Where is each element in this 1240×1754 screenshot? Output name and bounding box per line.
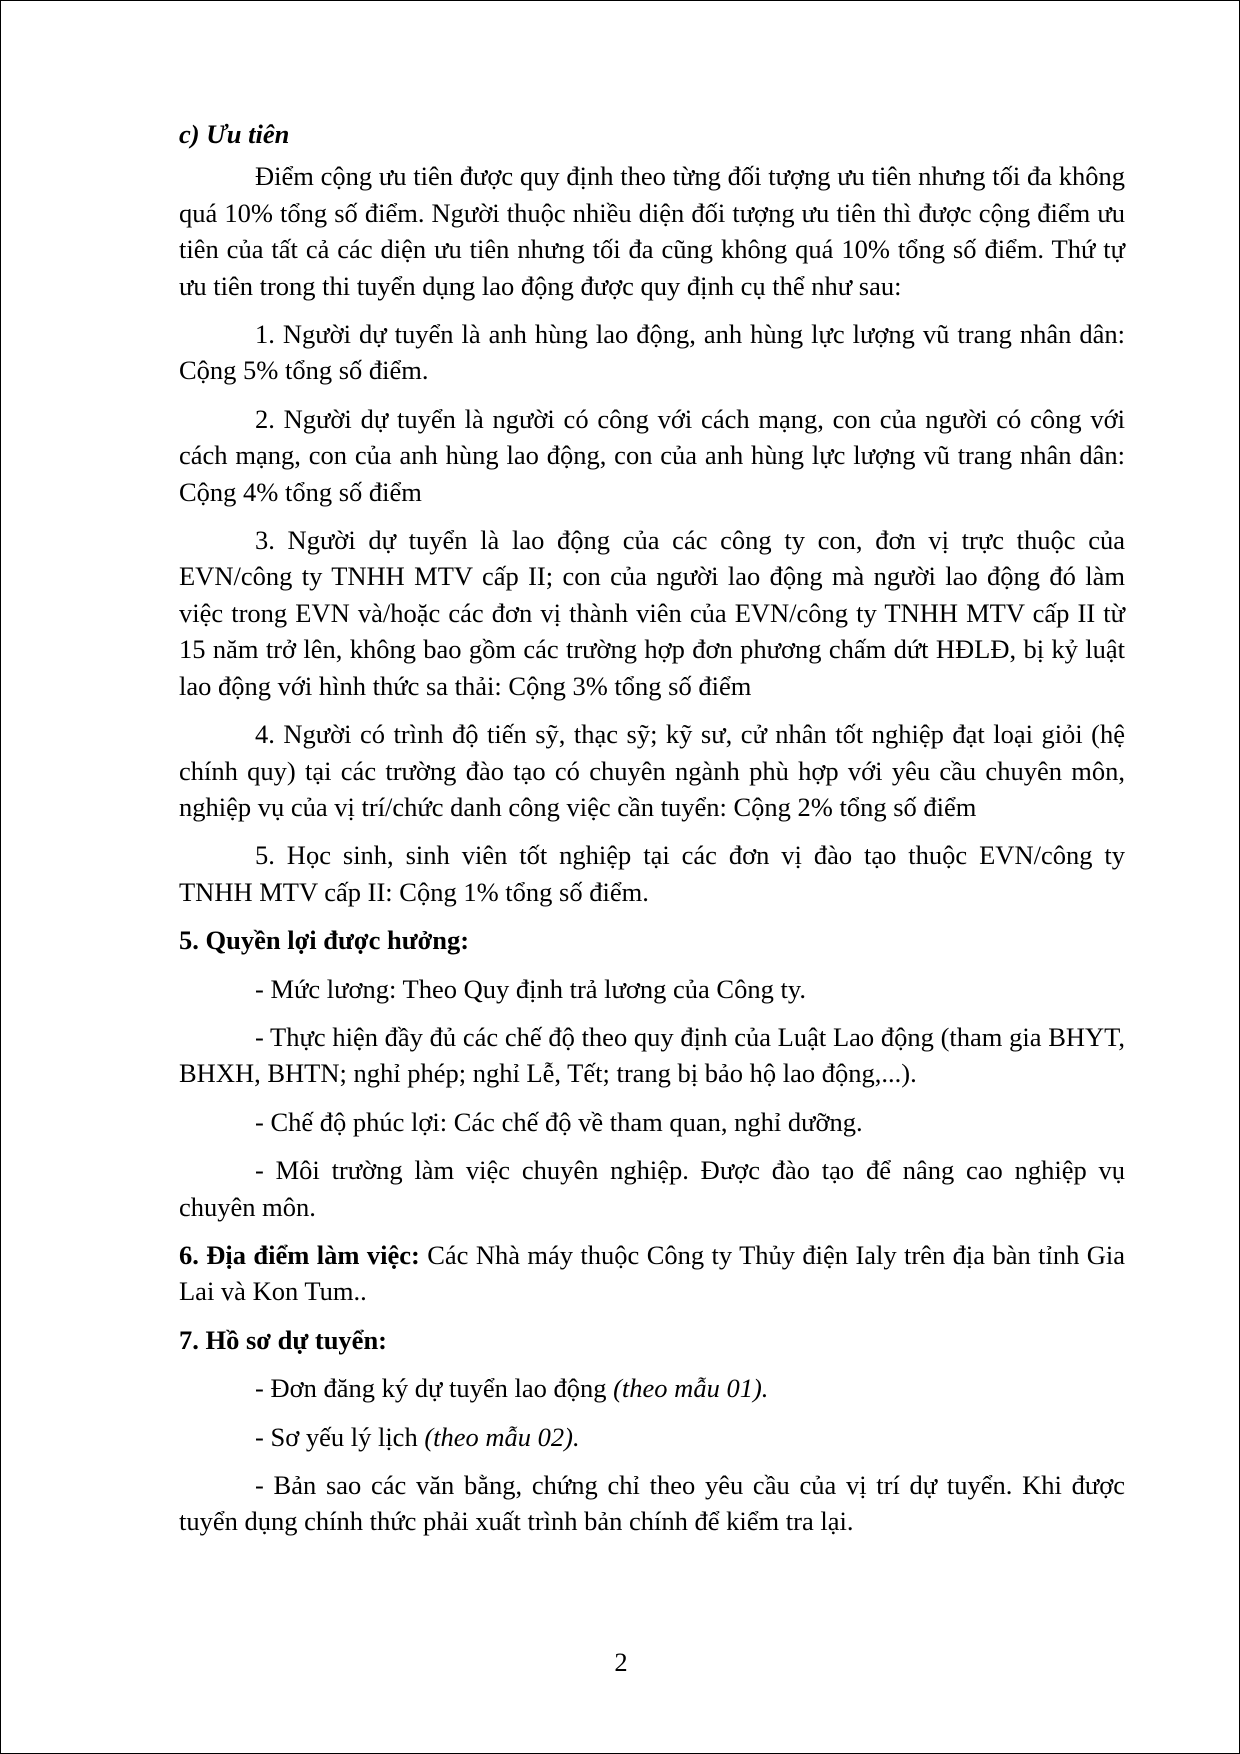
section-6-text: Các Nhà máy thuộc Công ty Thủy điện Ialy trên địa bàn tỉnh Gia Lai và Kon Tum.. xyxy=(179,1239,1125,1307)
document-item-3: - Bản sao các văn bằng, chứng chỉ theo yêu cầu của vị trí dự tuyển. Khi được tuyển dụng chính thức phải xuất trình bản chính để kiểm tra lại. xyxy=(179,1470,1125,1537)
benefit-item-2: - Thực hiện đầy đủ các chế độ theo quy định của Luật Lao động (tham gia BHYT, BHXH, BHTN; nghỉ phép; nghỉ Lễ, Tết; trang bị bảo hộ lao động,...). xyxy=(179,1021,1125,1089)
document-item-2 xyxy=(179,1419,1125,1455)
section-6-label: 6. Địa điểm làm việc: xyxy=(179,1239,420,1270)
benefit-item-3: - Chế độ phúc lợi: Các chế độ về tham quan, nghỉ dưỡng. xyxy=(255,1106,863,1137)
section-5-title: 5. Quyền lợi được hưởng: xyxy=(179,925,470,956)
priority-item-2: 2. Người dự tuyển là người có công với cách mạng, con của người có công với cách mạng, con của anh hùng lao động, con của anh hùng lực lượng vũ trang nhân dân: Cộng 4% tổng số điểm xyxy=(179,403,1125,507)
section-6-workplace xyxy=(179,1237,1125,1310)
priority-item-5: 5. Học sinh, sinh viên tốt nghiệp tại các đơn vị đào tạo thuộc EVN/công ty TNHH MTV cấp II: Cộng 1% tổng số điểm. xyxy=(179,840,1125,907)
document-item-1-note: (theo mẫu 01). xyxy=(613,1373,769,1404)
priority-item-3: 3. Người dự tuyển là lao động của các công ty con, đơn vị trực thuộc của EVN/công ty TNHH MTV cấp II; con của người lao động mà người lao động đó làm việc trong EVN và/hoặc các đơn vị thành viên của EVN/công ty TNHH MTV cấp II từ 15 năm trở lên, không bao gồm các trường hợp đơn phương chấm dứt HĐLĐ, bị kỷ luật lao động với hình thức sa thải: Cộng 3% tổng số điểm xyxy=(179,525,1125,701)
section-c-intro: Điểm cộng ưu tiên được quy định theo từng đối tượng ưu tiên nhưng tối đa không quá 10% tổng số điểm. Người thuộc nhiều diện đối tượng ưu tiên thì được cộng điểm ưu tiên của tất cả các diện ưu tiên nhưng tối đa cũng không quá 10% tổng số điểm. Thứ tự ưu tiên trong thi tuyển dụng lao động được quy định cụ thể như sau: xyxy=(179,161,1125,301)
document-item-1-text: - Đơn đăng ký dự tuyển lao động xyxy=(255,1373,614,1404)
page-number: 2 xyxy=(614,1647,628,1677)
section-7-title: 7. Hồ sơ dự tuyển: xyxy=(179,1324,388,1355)
benefit-item-4: - Môi trường làm việc chuyên nghiệp. Được đào tạo để nâng cao nghiệp vụ chuyên môn. xyxy=(179,1155,1125,1222)
benefit-item-1: - Mức lương: Theo Quy định trả lương của Công ty. xyxy=(255,973,806,1004)
priority-item-4: 4. Người có trình độ tiến sỹ, thạc sỹ; kỹ sư, cử nhân tốt nghiệp đạt loại giỏi (hệ chính quy) tại các trường đào tạo có chuyên ngành phù hợp với yêu cầu chuyên môn, nghiệp vụ của vị trí/chức danh công việc cần tuyển: Cộng 2% tổng số điểm xyxy=(179,719,1125,822)
document-item-2-text: - Sơ yếu lý lịch xyxy=(255,1421,425,1452)
document-body xyxy=(179,116,1125,1540)
document-item-1 xyxy=(179,1370,1125,1406)
priority-item-1: 1. Người dự tuyển là anh hùng lao động, anh hùng lực lượng vũ trang nhân dân: Cộng 5% tổng số điểm. xyxy=(179,319,1125,386)
document-item-2-note: (theo mẫu 02). xyxy=(424,1421,580,1452)
section-c-title: c) Ưu tiên xyxy=(179,119,290,149)
